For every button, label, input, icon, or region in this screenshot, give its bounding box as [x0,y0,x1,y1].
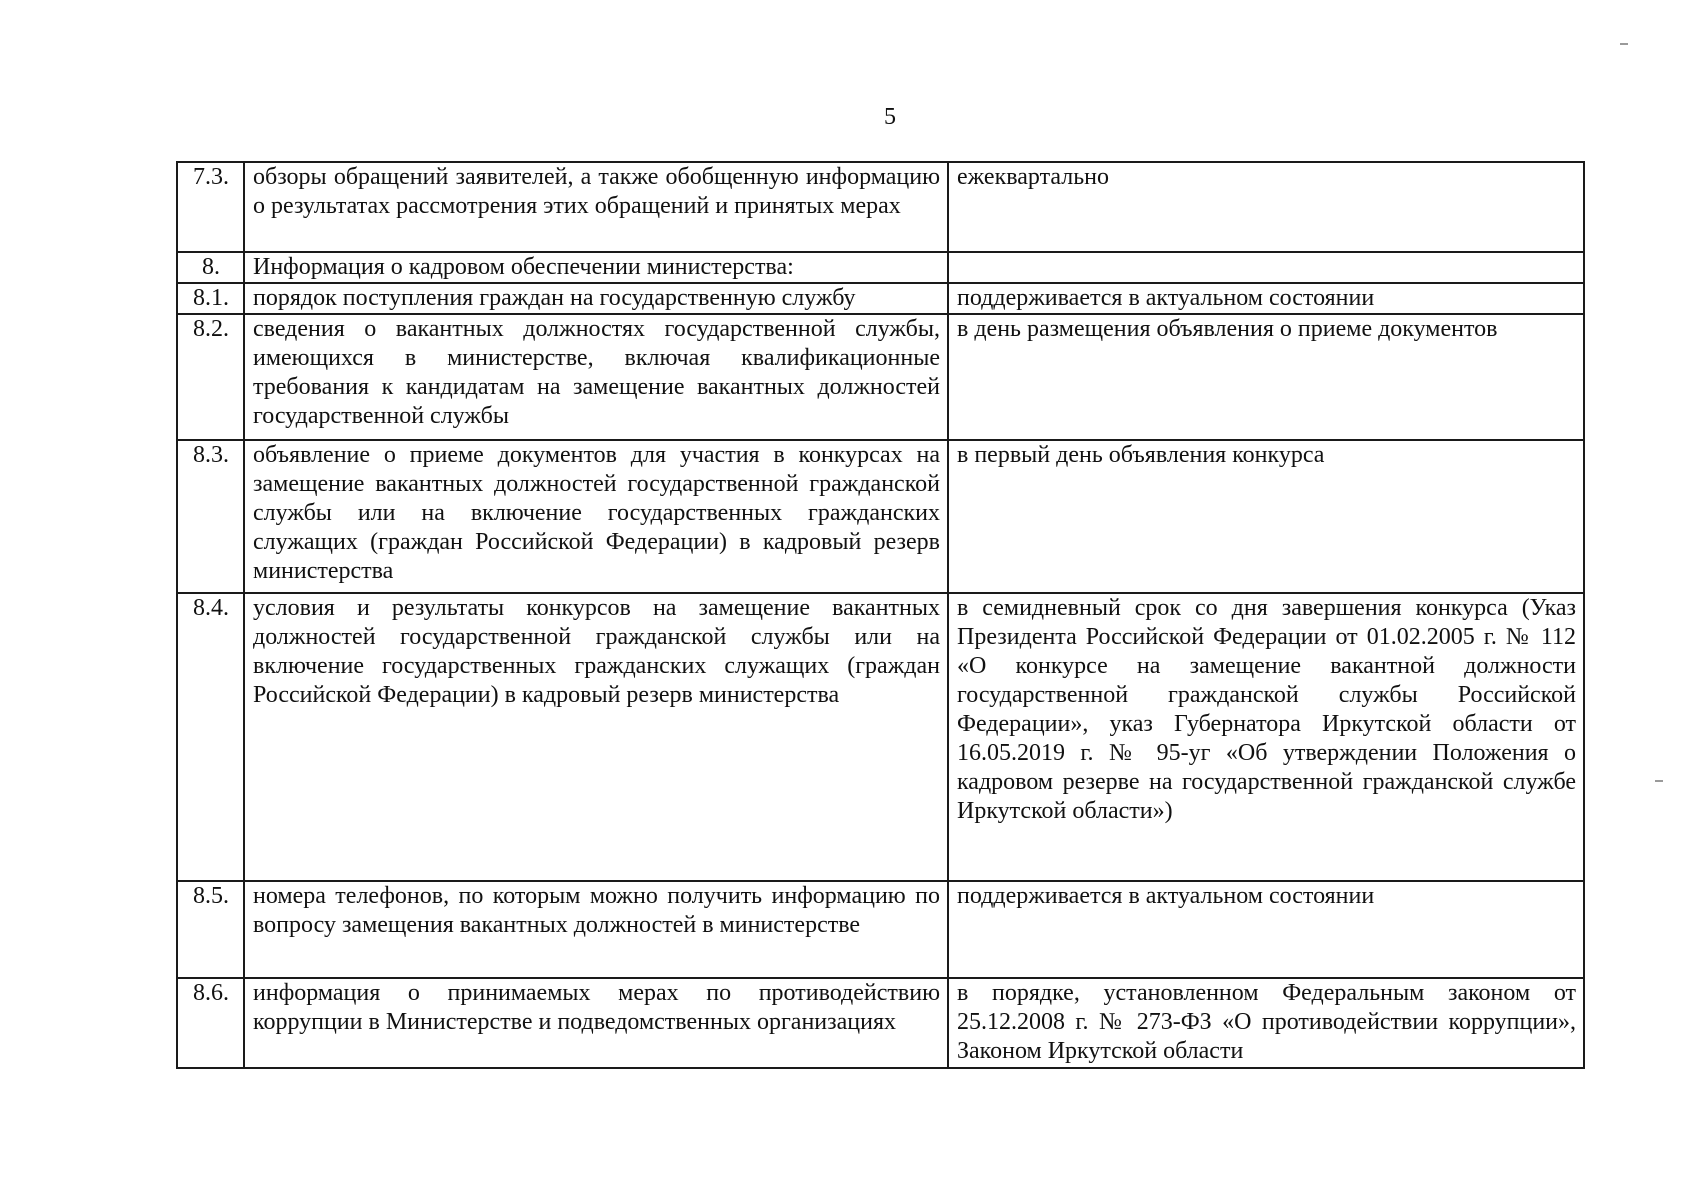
table-row [177,162,1584,252]
row-description: обзоры обращений заявителей, а также обобщенную информацию о результатах рассмотрения этих обращений и принятых мерах [244,162,948,252]
row-number: 8.6. [177,978,244,1068]
row-number: 8.1. [177,283,244,314]
row-term: ежеквартально [948,162,1584,252]
table-row [177,881,1584,978]
row-term: в день размещения объявления о приеме документов [948,314,1584,440]
row-description: объявление о приеме документов для участия в конкурсах на замещение вакантных должностей государственной гражданской службы или на включение государственных гражданских служащих (граждан Российской Федерации) в кадровый резерв министерства [244,440,948,593]
scan-speck [1655,780,1663,782]
row-number: 7.3. [177,162,244,252]
row-term: поддерживается в актуальном состоянии [948,881,1584,978]
row-number: 8.2. [177,314,244,440]
scan-speck [1620,43,1628,45]
table-row [177,978,1584,1068]
table-row [177,593,1584,881]
row-term [948,252,1584,283]
information-table [176,161,1585,1069]
row-description: порядок поступления граждан на государственную службу [244,283,948,314]
row-description: Информация о кадровом обеспечении министерства: [244,252,948,283]
row-description: сведения о вакантных должностях государственной службы, имеющихся в министерстве, включая квалификационные требования к кандидатам на замещение вакантных должностей государственной службы [244,314,948,440]
row-number: 8.3. [177,440,244,593]
row-description: условия и результаты конкурсов на замещение вакантных должностей государственной гражданской службы или на включение государственных гражданских служащих (граждан Российской Федерации) в кадровый резерв министерства [244,593,948,881]
row-term: в порядке, установленном Федеральным законом от 25.12.2008 г. № 273-ФЗ «О противодействии коррупции», Законом Иркутской области [948,978,1584,1068]
row-description: информация о принимаемых мерах по противодействию коррупции в Министерстве и подведомственных организациях [244,978,948,1068]
row-term: в первый день объявления конкурса [948,440,1584,593]
row-description: номера телефонов, по которым можно получить информацию по вопросу замещения вакантных должностей в министерстве [244,881,948,978]
row-number: 8. [177,252,244,283]
table-row [177,252,1584,283]
table-row [177,314,1584,440]
row-term: поддерживается в актуальном состоянии [948,283,1584,314]
row-number: 8.4. [177,593,244,881]
page-number: 5 [884,104,896,130]
row-number: 8.5. [177,881,244,978]
table-row [177,440,1584,593]
table-row [177,283,1584,314]
row-term: в семидневный срок со дня завершения конкурса (Указ Президента Российской Федерации от 01.02.2005 г. № 112 «О конкурсе на замещение вакантной должности государственной гражданской службы Российской Федерации», указ Губернатора Иркутской области от 16.05.2019 г. № 95-уг «Об утверждении Положения о кадровом резерве на государственной гражданской службе Иркутской области») [948,593,1584,881]
